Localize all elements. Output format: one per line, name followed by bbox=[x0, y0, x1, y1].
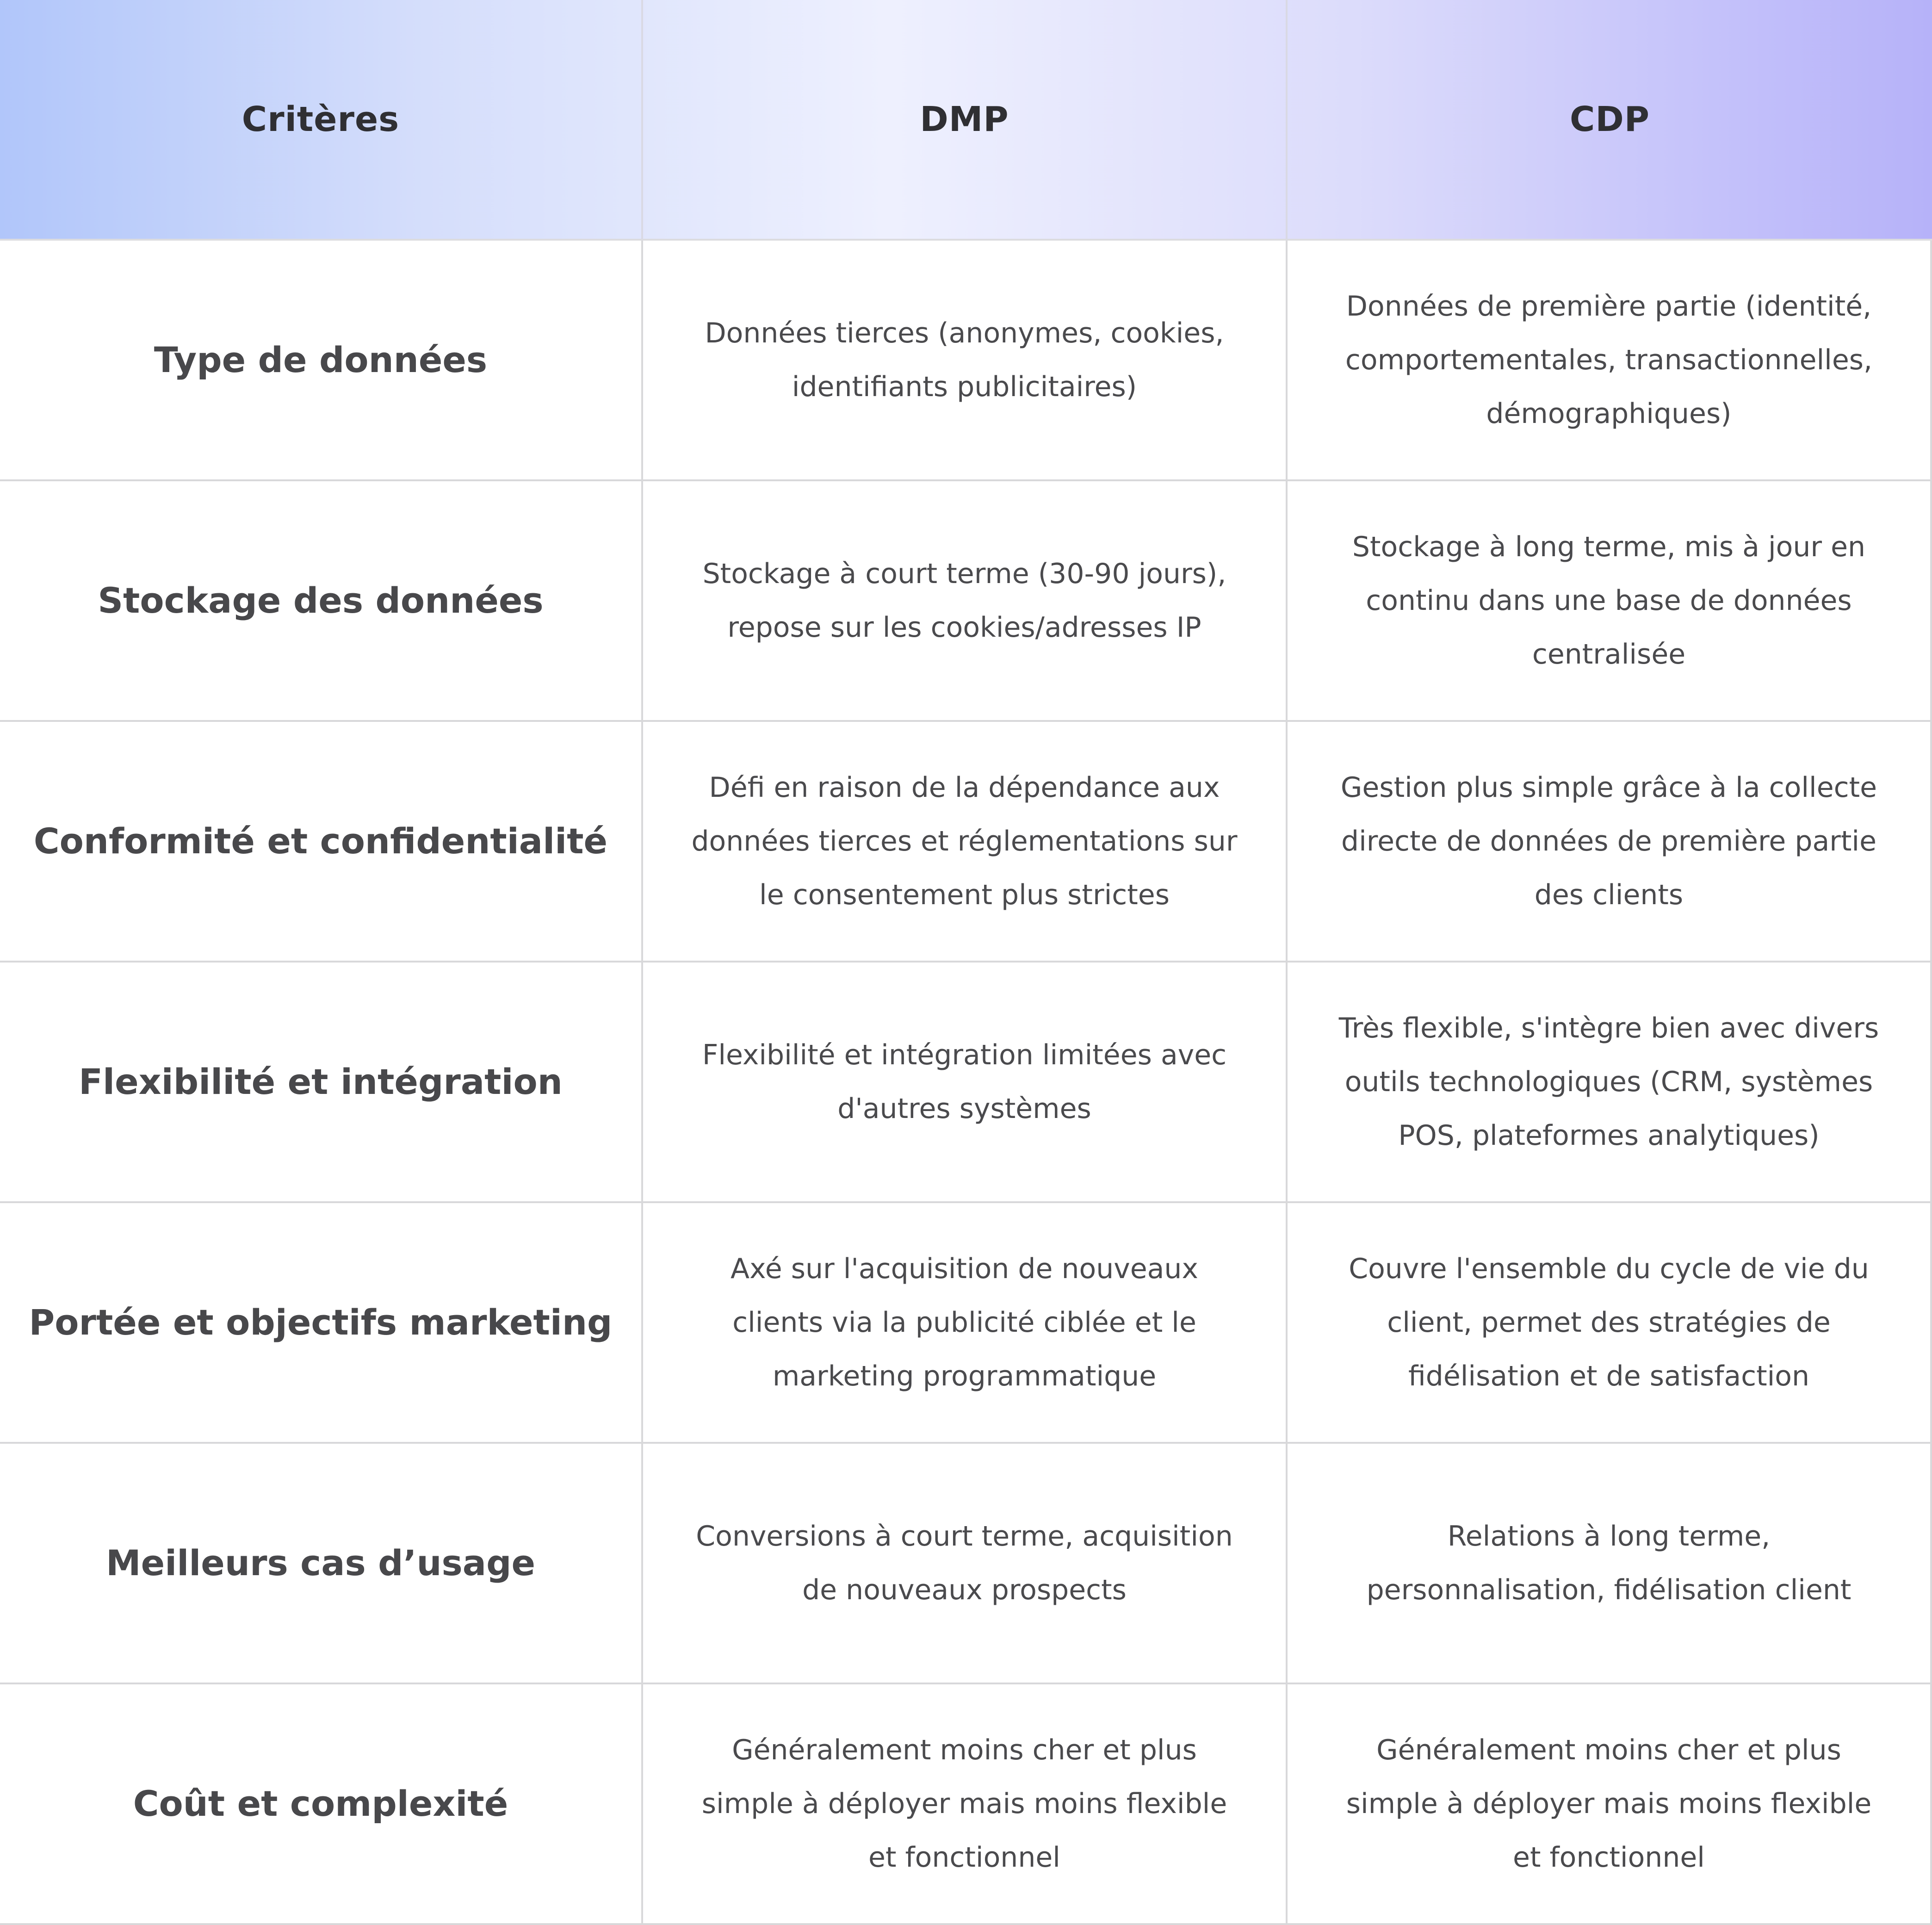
table-row bbox=[0, 1684, 1932, 1925]
dmp-cell: Flexibilité et intégration limitées avec d'autres systèmes bbox=[643, 962, 1288, 1203]
dmp-cell: Axé sur l'acquisition de nouveaux clients via la publicité ciblée et le marketing programmatique bbox=[643, 1203, 1288, 1444]
table-row bbox=[0, 1203, 1932, 1444]
header-dmp: DMP bbox=[643, 0, 1288, 241]
table-row bbox=[0, 481, 1932, 722]
cdp-cell: Très flexible, s'intègre bien avec divers outils technologiques (CRM, systèmes POS, plateformes analytiques) bbox=[1288, 962, 1932, 1203]
table-row bbox=[0, 241, 1932, 481]
table-row bbox=[0, 722, 1932, 962]
cdp-cell: Relations à long terme, personnalisation, fidélisation client bbox=[1288, 1444, 1932, 1684]
criterion-cell: Portée et objectifs marketing bbox=[0, 1203, 643, 1444]
criterion-cell: Type de données bbox=[0, 241, 643, 481]
cdp-cell: Couvre l'ensemble du cycle de vie du client, permet des stratégies de fidélisation et de satisfaction bbox=[1288, 1203, 1932, 1444]
table-row bbox=[0, 962, 1932, 1203]
cdp-cell: Généralement moins cher et plus simple à déployer mais moins flexible et fonctionnel bbox=[1288, 1684, 1932, 1925]
table-row bbox=[0, 1444, 1932, 1684]
dmp-cell: Défi en raison de la dépendance aux données tierces et réglementations sur le consentement plus strictes bbox=[643, 722, 1288, 962]
criterion-cell: Stockage des données bbox=[0, 481, 643, 722]
dmp-cell: Stockage à court terme (30-90 jours), repose sur les cookies/adresses IP bbox=[643, 481, 1288, 722]
cdp-cell: Données de première partie (identité, comportementales, transactionnelles, démographiques) bbox=[1288, 241, 1932, 481]
criterion-cell: Flexibilité et intégration bbox=[0, 962, 643, 1203]
criterion-cell: Conformité et confidentialité bbox=[0, 722, 643, 962]
header-criteria: Critères bbox=[0, 0, 643, 241]
dmp-cell: Conversions à court terme, acquisition de nouveaux prospects bbox=[643, 1444, 1288, 1684]
header-cdp: CDP bbox=[1288, 0, 1932, 241]
criterion-cell: Meilleurs cas d’usage bbox=[0, 1444, 643, 1684]
table-header bbox=[0, 0, 1932, 241]
criterion-cell: Coût et complexité bbox=[0, 1684, 643, 1925]
dmp-cell: Généralement moins cher et plus simple à déployer mais moins flexible et fonctionnel bbox=[643, 1684, 1288, 1925]
dmp-cell: Données tierces (anonymes, cookies, identifiants publicitaires) bbox=[643, 241, 1288, 481]
cdp-cell: Gestion plus simple grâce à la collecte directe de données de première partie des clients bbox=[1288, 722, 1932, 962]
cdp-cell: Stockage à long terme, mis à jour en continu dans une base de données centralisée bbox=[1288, 481, 1932, 722]
